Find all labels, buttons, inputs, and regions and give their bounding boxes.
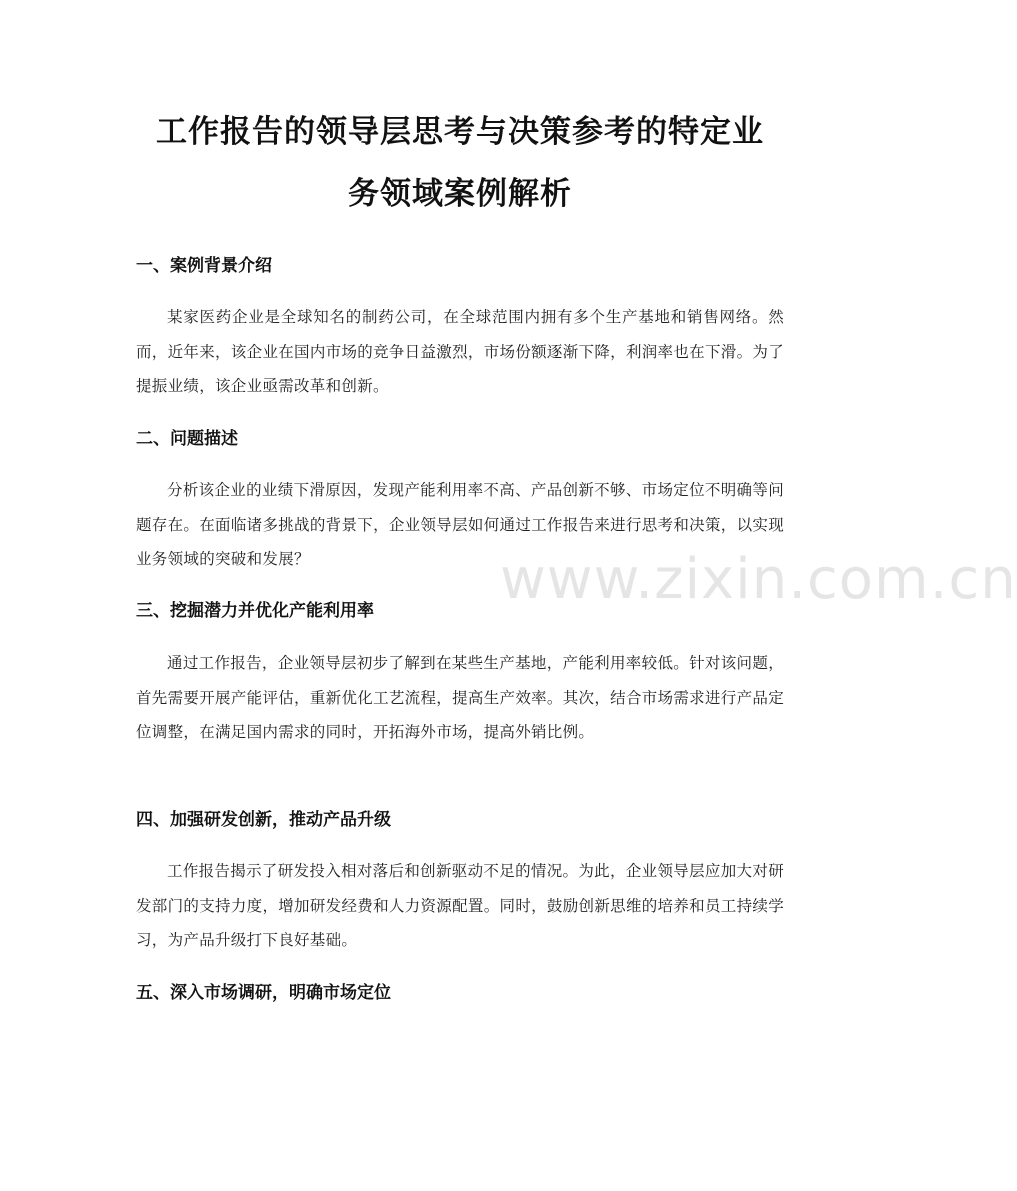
section-heading-1: 一、案例背景介绍 [136,256,272,276]
document-title-line-1: 工作报告的领导层思考与决策参考的特定业 [156,114,764,150]
section-paragraph-4: 工作报告揭示了研发投入相对落后和创新驱动不足的情况。为此，企业领导层应加大对研发部门的支持力度，增加研发经费和人力资源配置。同时，鼓励创新思维的培养和员工持续学习，为产品升级打下良好基础。 [136,862,784,949]
section-heading-4: 四、加强研发创新，推动产品升级 [136,810,391,830]
section-heading-2: 二、问题描述 [136,429,238,449]
section-paragraph-3: 通过工作报告，企业领导层初步了解到在某些生产基地，产能利用率较低。针对该问题，首先需要开展产能评估，重新优化工艺流程，提高生产效率。其次，结合市场需求进行产品定位调整，在满足国内需求的同时，开拓海外市场，提高外销比例。 [136,654,784,741]
section-paragraph-1: 某家医药企业是全球知名的制药公司，在全球范围内拥有多个生产基地和销售网络。然而，近年来，该企业在国内市场的竞争日益激烈，市场份额逐渐下降，利润率也在下滑。为了提振业绩，该企业亟需改革和创新。 [136,308,784,395]
document-title-line-2: 务领域案例解析 [348,176,572,212]
watermark-text: www.zixin.com.cn [500,547,1017,612]
section-paragraph-2: 分析该企业的业绩下滑原因，发现产能利用率不高、产品创新不够、市场定位不明确等问题存在。在面临诸多挑战的背景下，企业领导层如何通过工作报告来进行思考和决策，以实现业务领域的突破和发展？ [136,481,784,568]
section-heading-3: 三、挖掘潜力并优化产能利用率 [136,601,374,621]
section-heading-5: 五、深入市场调研，明确市场定位 [136,983,391,1003]
